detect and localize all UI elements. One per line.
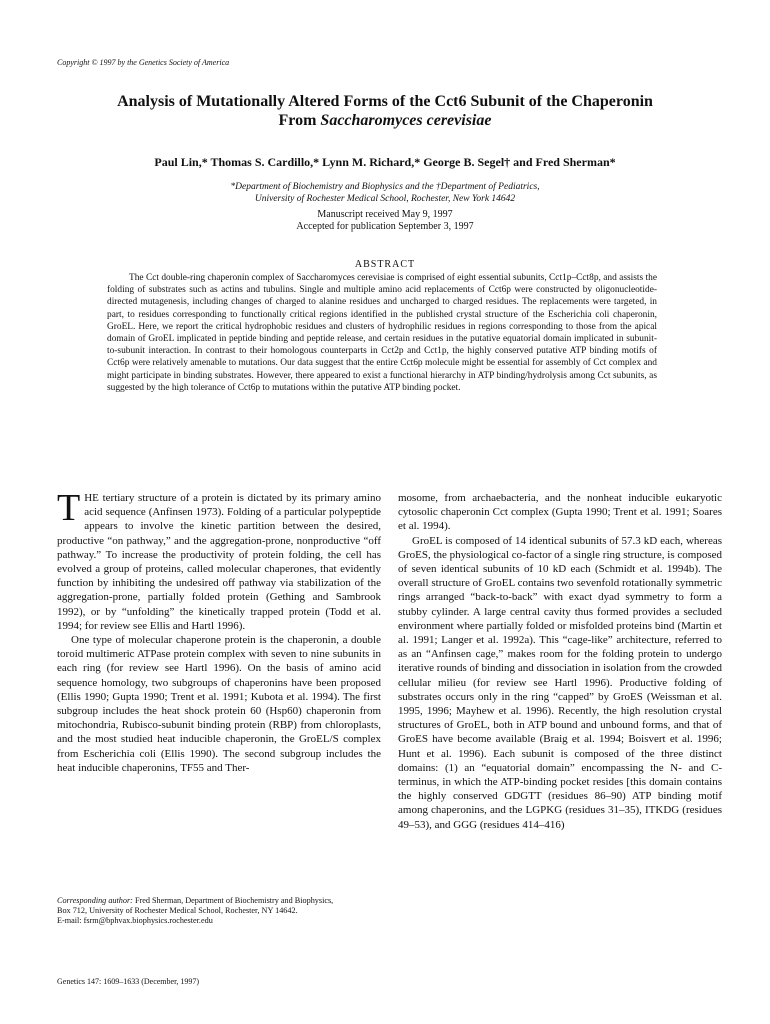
title-line-2 (40, 111, 730, 130)
title-prefix: From (278, 112, 317, 129)
body-column-right (398, 491, 722, 832)
affiliation-line-2: University of Rochester Medical School, Rochester, New York 14642 (254, 194, 516, 204)
intro-paragraph-2: One type of molecular chaperone protein is the chaperonin, a double toroid multimeric ATPase protein complex with seven to nine subunits in each ring (for review see Hartl 1996). On the basis of amino acid sequence homology, two subgroups of chaperonins have been proposed (Ellis 1990; Gupta 1990; Trent et al. 1991; Kubota et al. 1994). The first subgroup includes the heat shock protein 60 (Hsp60) chaperonin from mitochondria, Rubisco-subunit binding protein (RBP) from chloroplasts, and the most studied heat inducible chaperonin, the GroEL/S complex from Escherichia coli (Ellis 1990). The second subgroup includes the heat inducible chaperonins, TF55 and Ther- (57, 634, 381, 774)
title-line-1: Analysis of Mutationally Altered Forms of the Cct6 Subunit of the Chaperonin (117, 93, 653, 110)
received-date: Manuscript received May 9, 1997 (317, 209, 453, 220)
affiliation-line-1: *Department of Biochemistry and Biophysics and the †Department of Pediatrics, (230, 182, 540, 192)
intro-paragraph-1 (57, 487, 381, 633)
abstract-heading: ABSTRACT (354, 259, 416, 270)
intro-paragraph-1-text: HE tertiary structure of a protein is dictated by its primary amino acid sequence (Anfinsen 1973). Folding of a particular polypeptide appears to involve the kinetic partition between the desired, productive “on pathway,” and the aggregation-prone, nonproductive “off pathway.” To increase the productivity of protein folding, the cell has evolved a group of proteins, called molecular chaperones, that evidently function by inhibiting the undesired off pathway via stabilization of the aggregation-prone, partially folded protein (Gething and Sambrook 1992), or by “unfolding” the kinetically trapped protein (Todd et al. 1994; for review see Ellis and Hartl 1996). (57, 492, 381, 632)
journal-footer: Genetics 147: 1609–1633 (December, 1997) (57, 977, 200, 986)
footnote-address (57, 896, 347, 916)
paper-title (40, 92, 730, 130)
submission-dates (40, 209, 730, 233)
title-species: Saccharomyces cerevisiae (320, 112, 492, 129)
abstract-text: The Cct double-ring chaperonin complex of Saccharomyces cerevisiae is comprised of eight essential subunits, Cct1p–Cct8p, and assists the folding of substrates such as actins and tubulins. Single and multiple amino acid replacements of Cct6p were constructed by oligonucleotide-directed mutagenesis, including changes of charged to alanine residues and uncharged to charged residues. The replacements were targeted, in part, to residues corresponding to functionally critical regions identified in the published crystal structure of the Escherichia coli chaperonin, GroEL. Here, we report the critical hydrophobic residues and clusters of hydrophilic residues in regions corresponding to those from the apical domain of GroEL implicated in peptide binding and peptide release, and certain residues in the putative equatorial domain implicated in subunit-to-subunit interaction. In contrast to their homologous counterparts in Cct2p and Cct1p, the highly conserved putative ATP binding motifs of Cct6p were relatively amenable to mutations. Our data suggest that the entire Cct6p molecule might be essential for assembly of Cct complex and might participate in binding substrates. However, there appeared to exist a functional hierarchy in ATP binding/hydrolysis among Cct subunits, as suggested by the high tolerance of Cct6p to mutations within the putative ATP binding pocket. (107, 273, 657, 393)
author-list: Paul Lin,* Thomas S. Cardillo,* Lynn M. Richard,* George B. Segel† and Fred Sherman* (154, 155, 616, 169)
intro-paragraph-4: GroEL is composed of 14 identical subunits of 57.3 kD each, whereas GroES, the physiological co-factor of a single ring structure, is composed of seven identical subunits of 10 kD each (Schmidt et al. 1994b). The overall structure of GroEL contains two sevenfold rotationally symmetric rings arranged “back-to-back” with exact dyad symmetry to form a stubby cylinder. A large central cavity thus formed provides a secluded environment where partially folded or misfolded proteins bind (Martin et al. 1991; Langer et al. 1992a). This “cage-like” architecture, referred to as an “Anfinsen cage,” makes room for the folding protein to undergo iterative rounds of binding and dissociation in isolation from the crowded cellular milieu (for review see Hartl 1996). Productive folding of substrates occurs only in the ring “capped” by GroES (Weissman et al. 1995, 1996; Mayhew et al. 1996). Recently, the high resolution crystal structures of GroEL, both in ATP bound and unbound forms, and that of GroES have become available (Braig et al. 1994; Boisvert et al. 1996; Hunt et al. 1996). Each subunit is composed of the three distinct domains: (1) an “equatorial domain” encompassing the N- and C-terminus, in which the ATP-binding pocket resides [this domain contains the highly conserved GDGTT (residues 86–90) ATP binding motif among chaperonins, and the LGPKG (residues 31–35), ITKDG (residues 49–53), and GGG (residues 414–416) (398, 534, 722, 831)
accepted-date: Accepted for publication September 3, 1997 (296, 221, 474, 232)
correspondence-footnote (57, 896, 347, 926)
footnote-email: E-mail: fsrm@bphvax.biophysics.rochester.edu (57, 916, 213, 925)
drop-cap: T (57, 487, 81, 529)
footnote-text: Fred Sherman, Department of Biochemistry and Biophysics, Box 712, University of Rochester Medical School, Rochester, NY 14642. (57, 896, 334, 915)
copyright-notice: Copyright © 1997 by the Genetics Society of America (57, 58, 230, 67)
affiliation (40, 181, 730, 205)
footnote-label: Corresponding author: (57, 896, 133, 905)
intro-paragraph-3: mosome, from archaebacteria, and the nonheat inducible eukaryotic cytosolic chaperonin Cct complex (Gupta 1990; Trent et al. 1991; Soares et al. 1994). (398, 492, 722, 533)
body-column-left (57, 487, 381, 775)
